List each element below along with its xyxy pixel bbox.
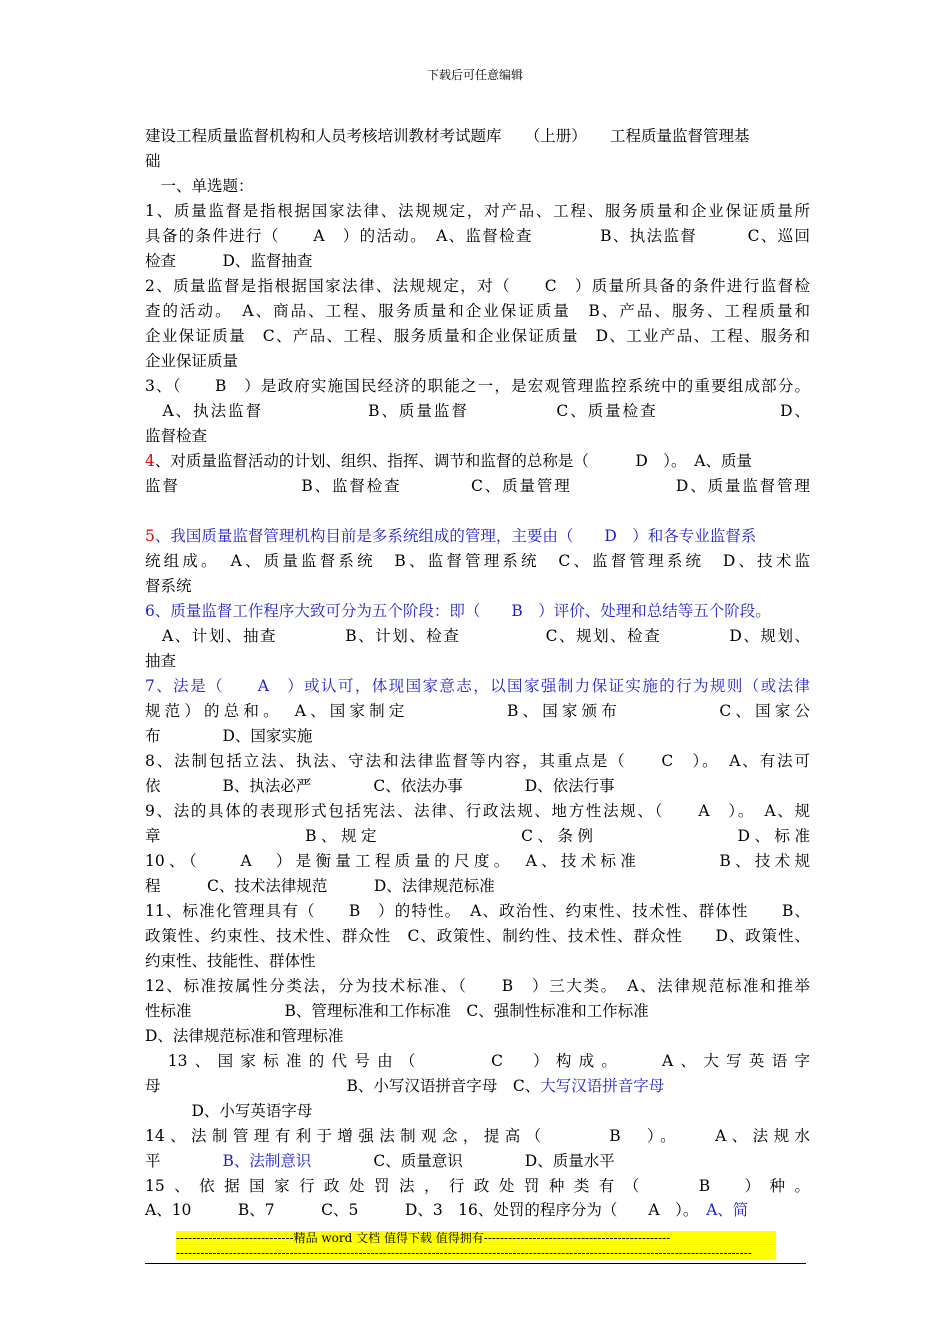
- question-3-line2: A、执法监督 B、质量监督 C、质量检查 D、: [145, 402, 810, 420]
- question-11-line3: 约束性、技能性、群体性: [145, 952, 316, 970]
- question-15-line1: 15、依据国家行政处罚法，行政处罚种类有（ B ）种。: [145, 1177, 810, 1195]
- question-1-line1: 1、质量监督是指根据国家法律、法规规定，对产品、工程、服务质量和企业保证质量所: [145, 202, 810, 220]
- question-14-other-options: C、质量意识 D、质量水平: [311, 1152, 615, 1170]
- page-header: 下载后可任意编辑: [426, 68, 523, 82]
- question-6-line2: A、计划、抽查 B、计划、检查 C、规划、检查 D、规划、: [145, 627, 810, 645]
- question-4-text: 、对质量监督活动的计划、组织、指挥、调节和监督的总称是（ D ）。 A、质量: [154, 452, 752, 470]
- question-14-option-a: 平: [145, 1152, 223, 1170]
- question-12-line1: 12、标准按属性分类法，分为技术标准、（ B ）三大类。 A、法律规范标准和推举: [145, 977, 810, 995]
- question-12-line2: 性标准 B、管理标准和工作标准 C、强制性标准和工作标准: [145, 1002, 649, 1020]
- question-10-line1: 10、（ A ）是衡量工程质量的尺度。 A、技术标准 B、技术规: [145, 852, 810, 870]
- question-8-line1: 8、法制包括立法、执法、守法和法律监督等内容，其重点是（ C ）。 A、有法可: [145, 752, 810, 770]
- question-4-line2: 监督 B、监督检查 C、质量管理 D、质量监督管理: [145, 477, 810, 495]
- question-3-line1: 3、（ B ）是政府实施国民经济的职能之一，是宏观管理监控系统中的重要组成部分。: [145, 377, 810, 395]
- question-2-line1: 2、质量监督是指根据国家法律、法规规定，对（ C ）质量所具备的条件进行监督检: [145, 277, 810, 295]
- question-6-line1: 6、质量监督工作程序大致可分为五个阶段：即（ B ）评价、处理和总结等五个阶段。: [145, 602, 771, 620]
- question-1-line3: 检查 D、监督抽查: [145, 252, 313, 270]
- doc-title-line1: 建设工程质量监督机构和人员考核培训教材考试题库 （上册） 工程质量监督管理基: [145, 127, 750, 145]
- question-13-line2: [145, 1074, 810, 1099]
- question-11-line2: 政策性、约束性、技术性、群众性 C、政策性、制约性、技术性、群众性 D、政策性、: [145, 927, 810, 945]
- question-13-line1: 13、国家标准的代号由（ C ）构成。 A、大写英语字: [145, 1052, 810, 1070]
- question-15-line2: [145, 1198, 810, 1223]
- footer-banner-line2: ----------------------------------------------------------------------------------------------------------------------------------------------: [176, 1246, 776, 1260]
- question-14-line1: 14、法制管理有利于增强法制观念，提高（ B ）。 A、法规水: [145, 1127, 810, 1145]
- question-5-text: 、我国质量监督管理机构目前是多系统组成的管理，主要由（ D ）和各专业监督系: [154, 527, 757, 545]
- doc-title-line2: 础: [145, 152, 161, 170]
- question-14-correct-option: B、法制意识: [222, 1152, 312, 1170]
- question-8-line2: 依 B、执法必严 C、依法办事 D、依法行事: [145, 777, 615, 795]
- question-13-line3: D、小写英语字母: [145, 1102, 313, 1120]
- question-4-line1: [145, 449, 810, 474]
- question-11-line1: 11、标准化管理具有（ B ）的特性。 A、政治性、约束性、技术性、群体性 B、: [145, 902, 810, 920]
- question-5-number: 5: [145, 527, 155, 545]
- question-13-options: 母 B、小写汉语拼音字母 C、: [145, 1077, 541, 1095]
- question-4-number: 4: [145, 452, 155, 470]
- question-16-option-a: A、简: [706, 1201, 749, 1219]
- question-7-line1: 7、法是（ A ）或认可，体现国家意志，以国家强制力保证实施的行为规则（或法律: [145, 677, 810, 695]
- question-12-line3: D、法律规范标准和管理标准: [145, 1027, 344, 1045]
- question-3-line3: 监督检查: [145, 427, 208, 445]
- question-2-line2: 查的活动。 A、商品、工程、服务质量和企业保证质量 B、产品、服务、工程质量和: [145, 302, 810, 320]
- footer-banner-line1: -----------------------------精品 word 文档 值得下载 值得拥有----------------------------------------------: [176, 1231, 776, 1245]
- question-5-line2: 统组成。 A、质量监督系统 B、监督管理系统 C、监督管理系统 D、技术监: [145, 552, 810, 570]
- question-15-options: A、10 B、7 C、5 D、3 16、处罚的程序分为（ A ）。: [145, 1201, 707, 1219]
- question-1-line2: 具备的条件进行（ A ）的活动。 A、监督检查 B、执法监督 C、巡回: [145, 227, 810, 245]
- question-10-line2: 程 C、技术法律规范 D、法律规范标准: [145, 877, 495, 895]
- question-9-line1: 9、法的具体的表现形式包括宪法、法律、行政法规、地方性法规、（ A ）。 A、规: [145, 802, 810, 820]
- question-2-line3: 企业保证质量 C、产品、工程、服务质量和企业保证质量 D、工业产品、工程、服务和: [145, 327, 810, 345]
- question-5-line3: 督系统: [145, 577, 192, 595]
- section-heading: 一、单选题：: [145, 177, 254, 195]
- question-14-line2: [145, 1149, 810, 1174]
- question-7-line2: 规范）的总和。 A、国家制定 B、国家颁布 C、国家公: [145, 702, 810, 720]
- question-2-line4: 企业保证质量: [145, 352, 239, 370]
- question-7-line3: 布 D、国家实施: [145, 727, 313, 745]
- footer-rule: [145, 1263, 806, 1264]
- question-5-line1: [145, 524, 810, 549]
- question-13-correct-option: 大写汉语拼音字母: [540, 1077, 665, 1095]
- question-6-line3: 抽查: [145, 652, 177, 670]
- question-9-line2: 章 B、规定 C、条例 D、标准: [145, 827, 810, 845]
